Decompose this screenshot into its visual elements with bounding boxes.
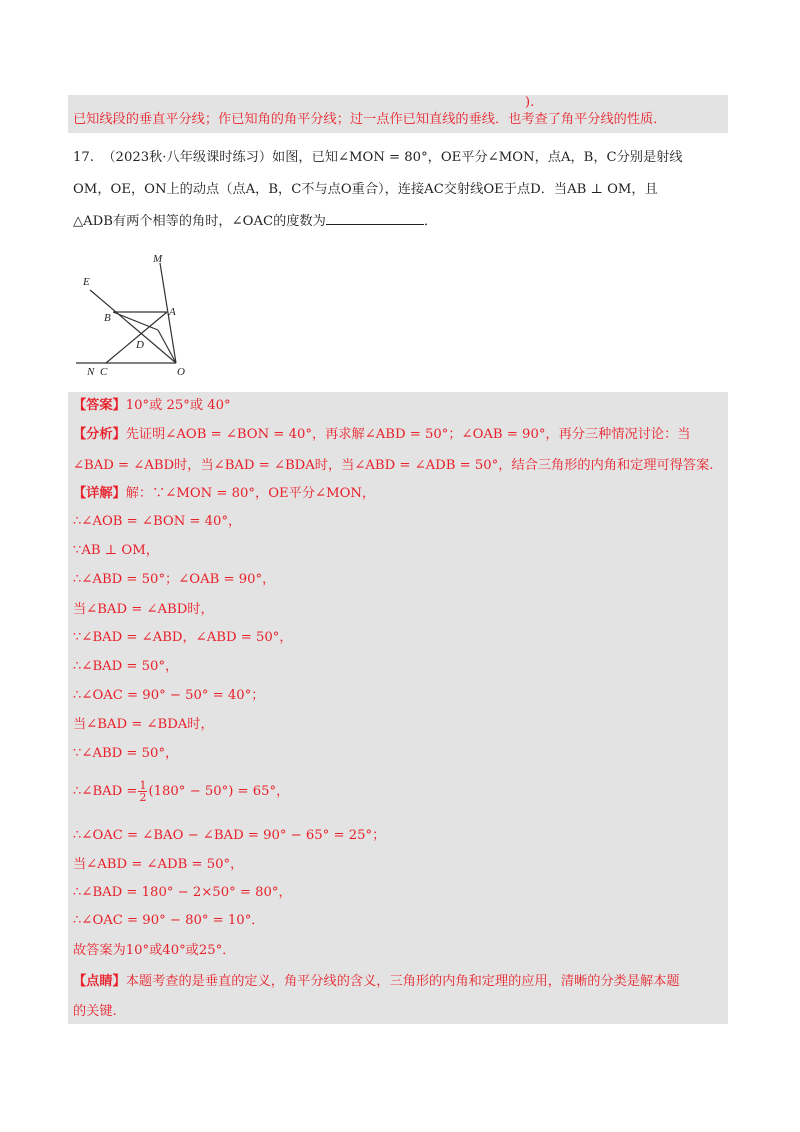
label-a: A (169, 306, 176, 318)
label-c: C (100, 366, 108, 378)
label-m: M (153, 253, 163, 265)
analysis-text-1: 先证明∠AOB = ∠BON = 40°，再求解∠ABD = 50°；∠OAB = 90°，再分三种情况讨论：当 (125, 427, 691, 442)
step-2: ∵AB ⊥ OM， (73, 543, 159, 558)
step-10-pre: ∴∠BAD = (73, 784, 138, 799)
answer-line (73, 396, 231, 416)
detail-line (73, 484, 375, 504)
question-line-2: OM，OE，ON上的动点（点A，B，C不与点O重合），连接AC交射线OE于点D．当AB ⊥ OM，且 (73, 182, 658, 197)
step-6: ∴∠BAD = 50°， (73, 659, 179, 674)
step-7: ∴∠OAC = 90° − 50° = 40°； (73, 688, 265, 703)
step-4: 当∠BAD = ∠ABD时， (73, 602, 214, 617)
prev-note-tail: ). (525, 95, 535, 110)
question-number: 17. (73, 150, 94, 165)
step-1: ∴∠AOB = ∠BON = 40°， (73, 514, 242, 529)
analysis-line-2: ∠BAD = ∠ABD时，当∠BAD = ∠BDA时，当∠ABD = ∠ADB = 50°，结合三角形的内角和定理可得答案. (73, 458, 714, 473)
fraction-half (138, 780, 147, 803)
ray-oe (90, 290, 176, 363)
step-14: ∴∠OAC = 90° − 80° = 10°． (73, 913, 265, 928)
step-9: ∵∠ABD = 50°， (73, 746, 179, 761)
review-line-1 (73, 972, 680, 992)
question-source: （2023秋·八年级课时练习） (102, 150, 273, 165)
geometry-figure (72, 250, 222, 380)
prev-note-text: 已知线段的垂直平分线；作已知角的角平分线；过一点作已知直线的垂线．也考查了角平分线的性质． (73, 112, 667, 127)
label-b: B (104, 312, 111, 324)
label-e: E (83, 276, 90, 288)
question-text-3-end: ． (423, 214, 438, 229)
review-text-1: 本题考查的是垂直的定义，角平分线的含义，三角形的内角和定理的应用，清晰的分类是解本题 (125, 974, 680, 989)
label-n: N (87, 366, 95, 378)
question-text-1: 如图，已知∠MON = 80°，OE平分∠MON，点A，B，C分别是射线 (272, 150, 683, 165)
review-tag: 【点睛】 (73, 974, 126, 989)
step-10-post: (180° − 50°) = 65°， (148, 784, 290, 799)
step-3: ∴∠ABD = 50°；∠OAB = 90°， (73, 572, 276, 587)
question-line-3 (73, 212, 437, 232)
answer-value: 10°或 25°或 40° (125, 398, 231, 413)
analysis-line-1 (73, 425, 691, 445)
fraction-numerator: 1 (139, 779, 147, 792)
answer-blank (326, 213, 424, 225)
step-11: ∴∠OAC = ∠BAO − ∠BAD = 90° − 65° = 25°； (73, 828, 386, 843)
detail-tag: 【详解】 (73, 486, 126, 501)
detail-text: 解：∵∠MON = 80°，OE平分∠MON， (125, 486, 376, 501)
step-15: 故答案为10°或40°或25°． (73, 943, 236, 958)
question-line-1 (73, 148, 683, 168)
segment-ac (106, 312, 167, 363)
review-line-2: 的关键. (73, 1004, 117, 1019)
step-12: 当∠ABD = ∠ADB = 50°， (73, 857, 244, 872)
question-text-3: △ADB有两个相等的角时，∠OAC的度数为 (73, 214, 326, 229)
fraction-denominator: 2 (139, 791, 147, 804)
step-5: ∵∠BAD = ∠ABD，∠ABD = 50°， (73, 630, 293, 645)
step-10 (73, 778, 289, 806)
step-13: ∴∠BAD = 180° − 2×50° = 80°， (73, 885, 292, 900)
label-d: D (136, 339, 144, 351)
label-o: O (177, 366, 185, 378)
step-8: 当∠BAD = ∠BDA时， (73, 717, 214, 732)
segment-bd (113, 312, 158, 330)
analysis-tag: 【分析】 (73, 427, 126, 442)
answer-tag: 【答案】 (73, 398, 126, 413)
